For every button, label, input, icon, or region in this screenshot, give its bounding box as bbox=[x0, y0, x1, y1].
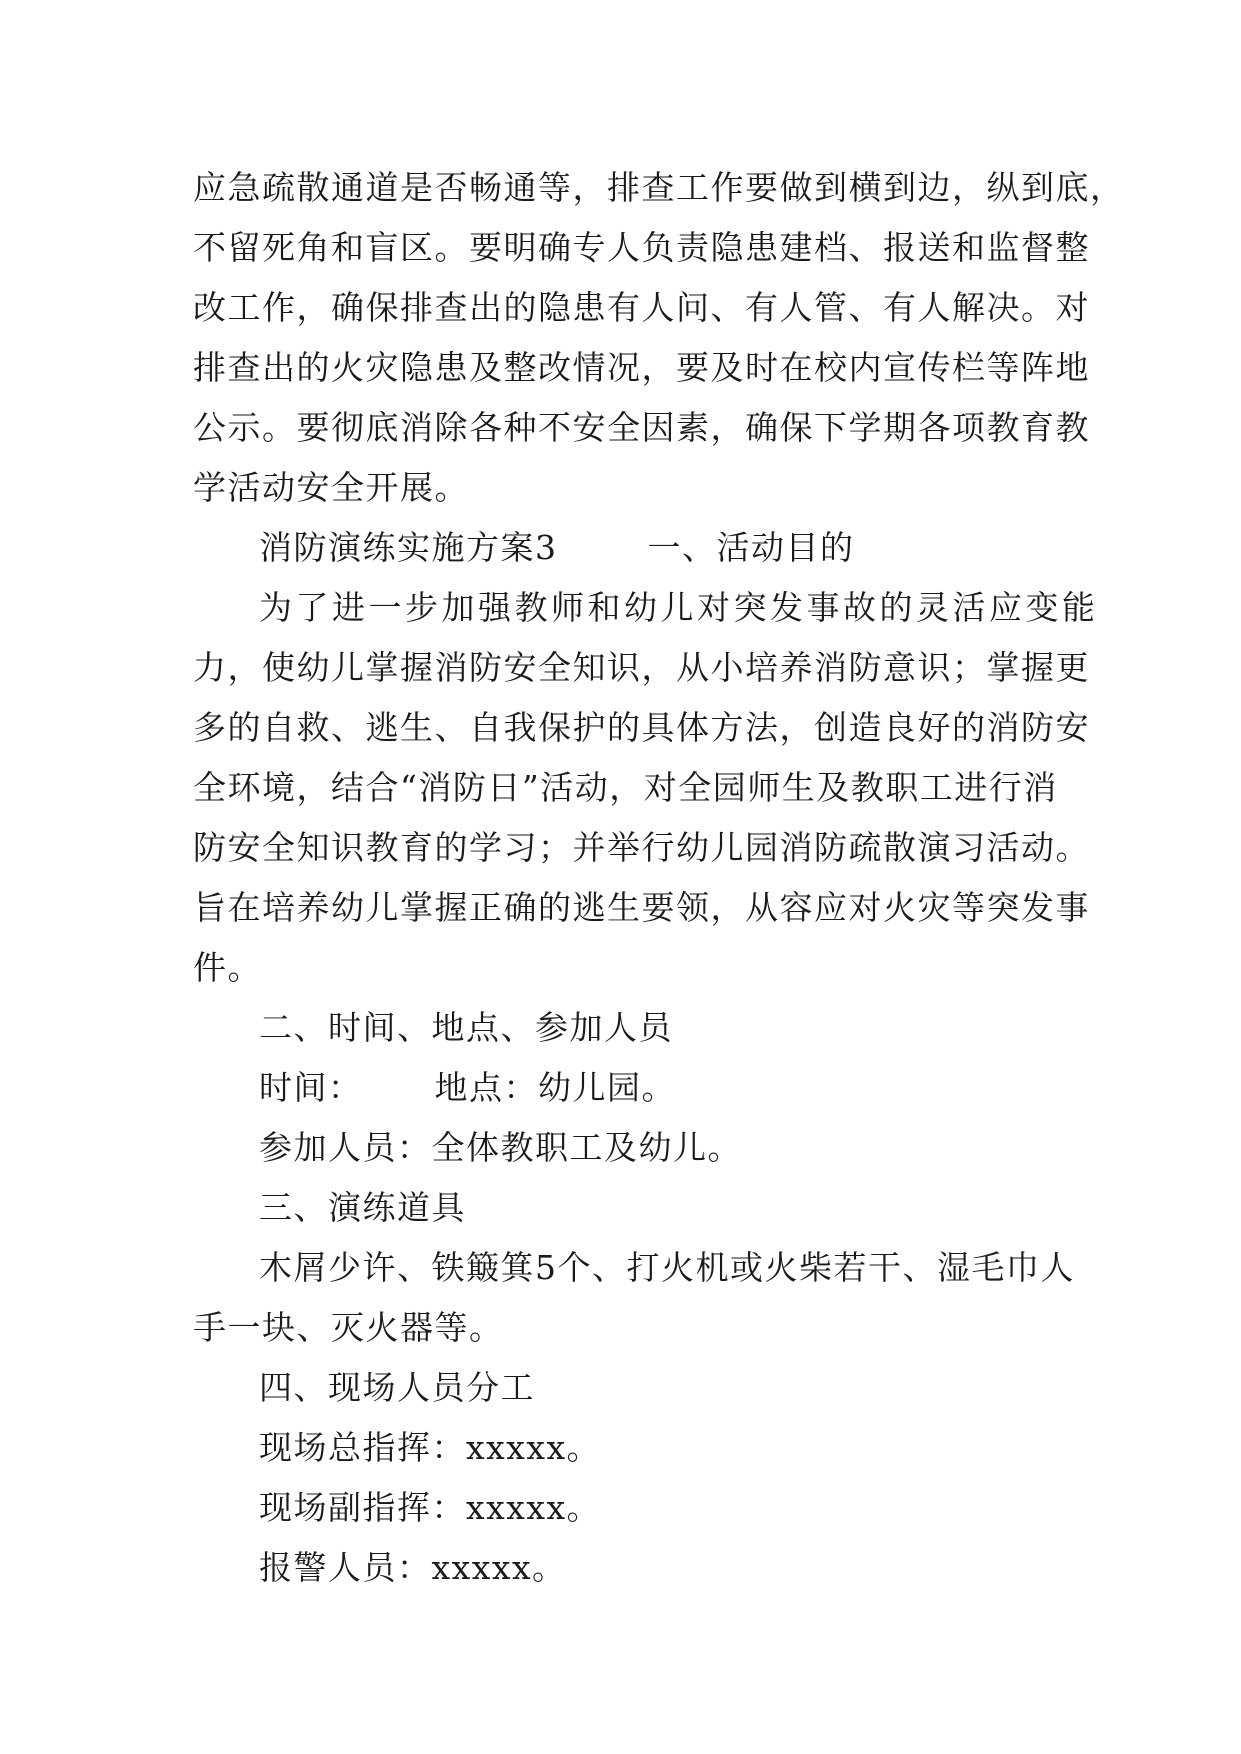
paragraph-line: 木屑少许、铁簸箕5个、打火机或火柴若干、湿毛巾人 bbox=[259, 1248, 1075, 1287]
paragraph-line: 件。 bbox=[193, 948, 262, 987]
paragraph-line: 旨在培养幼儿掌握正确的逃生要领，从容应对火灾等突发事 bbox=[193, 888, 1090, 927]
role-item: 现场副指挥：xxxxx。 bbox=[259, 1488, 602, 1527]
paragraph-line: 不留死角和盲区。要明确专人负责隐患建档、报送和监督整 bbox=[193, 228, 1090, 267]
paragraph-line: 为了进一步加强教师和幼儿对突发事故的灵活应变能 bbox=[259, 588, 1099, 627]
paragraph-line: 多的自救、逃生、自我保护的具体方法，创造良好的消防安 bbox=[193, 708, 1090, 747]
time-place-line bbox=[193, 1058, 1053, 1118]
section-heading-3: 三、演练道具 bbox=[259, 1188, 466, 1227]
role-item: 现场总指挥：xxxxx。 bbox=[259, 1428, 602, 1467]
time-label: 时间： bbox=[259, 1068, 363, 1107]
place-text: 地点：幼儿园。 bbox=[434, 1068, 676, 1107]
section-heading-4: 四、现场人员分工 bbox=[259, 1368, 535, 1407]
paragraph-line: 公示。要彻底消除各种不安全因素，确保下学期各项教育教 bbox=[193, 408, 1090, 447]
participants-line: 参加人员：全体教职工及幼儿。 bbox=[259, 1128, 742, 1167]
paragraph-line: 手一块、灭火器等。 bbox=[193, 1308, 504, 1347]
paragraph-line: 全环境，结合“消防日”活动，对全园师生及教职工进行消 bbox=[193, 768, 1058, 807]
role-item: 报警人员：xxxxx。 bbox=[259, 1548, 567, 1587]
document-body bbox=[193, 158, 1125, 1598]
title-line bbox=[193, 518, 1053, 578]
paragraph-line: 学活动安全开展。 bbox=[193, 468, 469, 507]
paragraph-line: 力，使幼儿掌握消防安全知识，从小培养消防意识；掌握更 bbox=[193, 648, 1090, 687]
paragraph-line: 排查出的火灾隐患及整改情况，要及时在校内宣传栏等阵地 bbox=[193, 348, 1090, 387]
paragraph-line: 应急疏散通道是否畅通等，排查工作要做到横到边，纵到底， bbox=[193, 168, 1125, 207]
paragraph-line: 防安全知识教育的学习；并举行幼儿园消防疏散演习活动。 bbox=[193, 828, 1090, 867]
section-heading-2: 二、时间、地点、参加人员 bbox=[259, 1008, 673, 1047]
paragraph-line: 改工作，确保排查出的隐患有人问、有人管、有人解决。对 bbox=[193, 288, 1090, 327]
document-title: 消防演练实施方案3 bbox=[259, 528, 558, 567]
section-heading-1: 一、活动目的 bbox=[647, 528, 855, 567]
